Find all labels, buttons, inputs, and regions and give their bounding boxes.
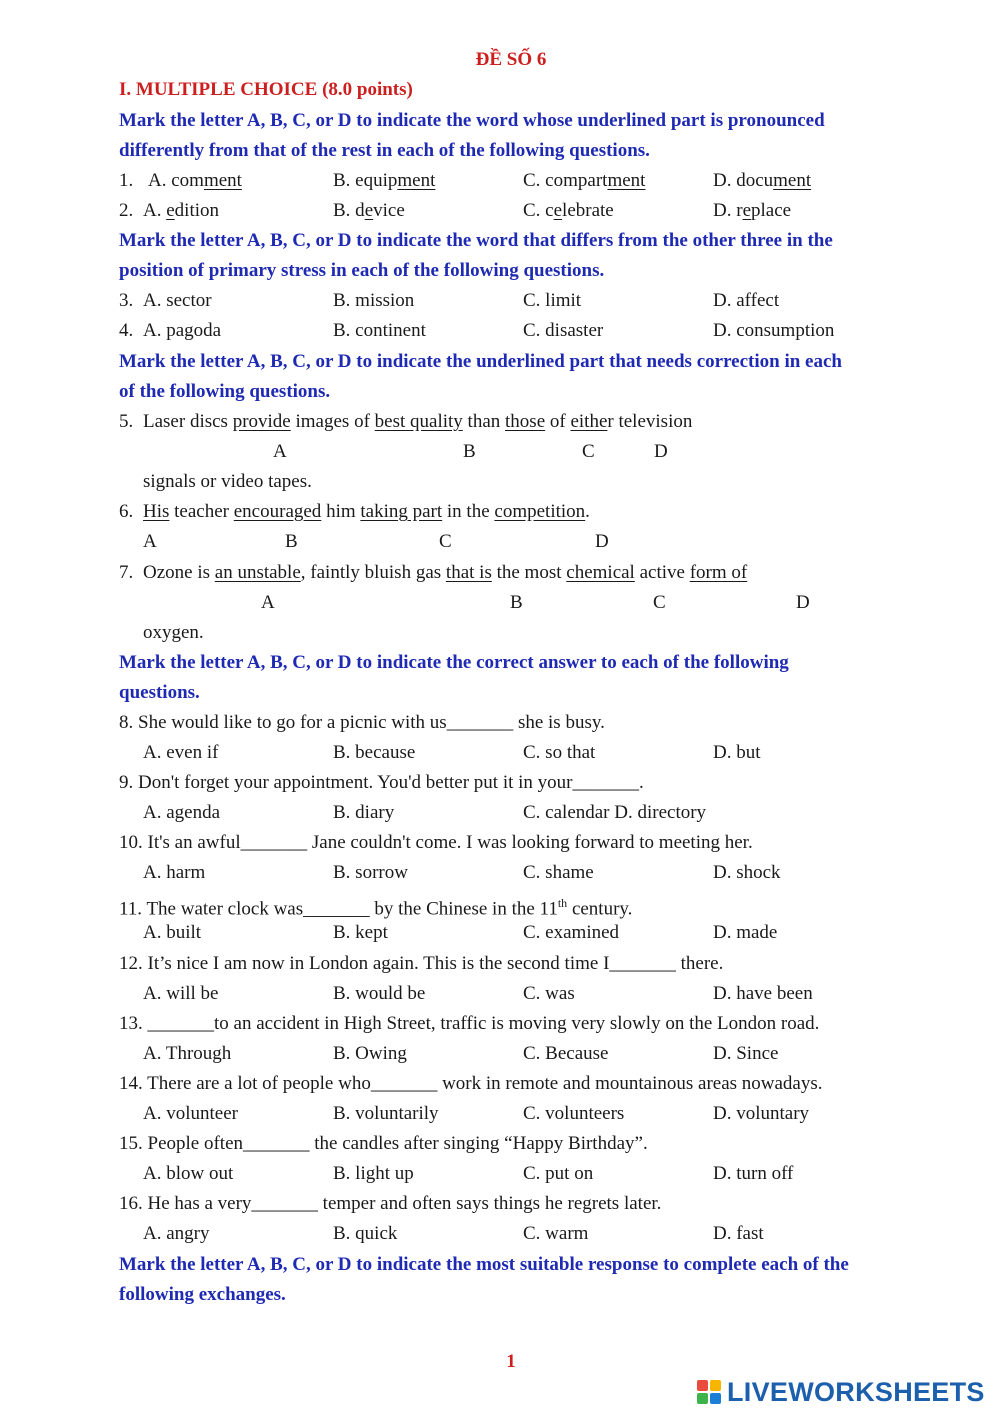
question-stem: 13. _______to an accident in High Street, traffic is moving very slowly on the London road.	[119, 1013, 820, 1034]
page-number: 1	[506, 1351, 516, 1372]
option-c[interactable]: C. put on	[523, 1163, 594, 1184]
option-c[interactable]: C. examined	[523, 922, 620, 943]
underlined-part-c[interactable]: chemical	[566, 562, 635, 583]
option-d[interactable]: D. consumption	[713, 320, 835, 341]
underlined-part-a[interactable]: an unstable	[214, 562, 301, 583]
option-a[interactable]: A. volunteer	[143, 1103, 238, 1124]
option-d[interactable]: D. document	[713, 170, 812, 191]
option-b[interactable]: B. equipment	[333, 170, 436, 191]
answer-letter-c: C	[582, 441, 595, 462]
option-c[interactable]: C. disaster	[523, 320, 604, 341]
option-c[interactable]: C. compartment	[523, 170, 646, 191]
underlined-part: ment	[773, 170, 812, 191]
answer-letter-b: B	[285, 531, 298, 552]
answer-letter-b: B	[463, 441, 476, 462]
option-a[interactable]: A. edition	[143, 200, 220, 221]
underlined-part-b[interactable]: best quality	[374, 411, 463, 432]
option-b[interactable]: B. continent	[333, 320, 426, 341]
underlined-part-d[interactable]: eithe	[570, 411, 608, 432]
option-b[interactable]: B. device	[333, 200, 405, 221]
answer-letter-a: A	[273, 441, 287, 462]
option-c[interactable]: C. shame	[523, 862, 594, 883]
underlined-part-a[interactable]: provide	[232, 411, 291, 432]
option-a[interactable]: A. will be	[143, 983, 219, 1004]
question-stem: 9. Don't forget your appointment. You'd better put it in your_______.	[119, 772, 644, 793]
option-c[interactable]: C. was	[523, 983, 575, 1004]
underlined-part-c[interactable]: taking part	[360, 501, 443, 522]
instruction-correction-line2: of the following questions.	[119, 381, 331, 402]
option-d[interactable]: D. replace	[713, 200, 792, 221]
option-a[interactable]: A. Through	[143, 1043, 232, 1064]
logo-square-2	[710, 1380, 721, 1391]
answer-letter-c: C	[439, 531, 452, 552]
question-sentence: His teacher encouraged him taking part in the competition.	[143, 501, 590, 522]
underlined-part-b[interactable]: that is	[445, 562, 492, 583]
instruction-correction-line1: Mark the letter A, B, C, or D to indicate the underlined part that needs correction in each	[119, 351, 842, 372]
page-title: ĐỀ SỐ 6	[475, 49, 547, 70]
option-d[interactable]: D. voluntary	[713, 1103, 810, 1124]
instruction-response-line1: Mark the letter A, B, C, or D to indicate the most suitable response to complete each of the	[119, 1254, 849, 1275]
option-c[interactable]: C. volunteers	[523, 1103, 625, 1124]
instruction-correct-answer-line1: Mark the letter A, B, C, or D to indicate the correct answer to each of the following	[119, 652, 789, 673]
question-stem: 15. People often_______ the candles after singing “Happy Birthday”.	[119, 1133, 648, 1154]
question-sentence: Laser discs provide images of best quality than those of either television	[143, 411, 693, 432]
option-c-d[interactable]: C. calendar D. directory	[523, 802, 707, 823]
question-stem: 8. She would like to go for a picnic with us_______ she is busy.	[119, 712, 605, 733]
option-c[interactable]: C. Because	[523, 1043, 609, 1064]
option-d[interactable]: D. turn off	[713, 1163, 794, 1184]
option-b[interactable]: B. Owing	[333, 1043, 407, 1064]
option-d[interactable]: D. fast	[713, 1223, 764, 1244]
option-d[interactable]: D. shock	[713, 862, 781, 883]
answer-letter-a: A	[143, 531, 157, 552]
option-d[interactable]: D. have been	[713, 983, 813, 1004]
question-stem: 16. He has a very_______ temper and often says things he regrets later.	[119, 1193, 662, 1214]
answer-letter-b: B	[510, 592, 523, 613]
underlined-part-d[interactable]: competition	[494, 501, 586, 522]
logo-icon	[697, 1380, 721, 1404]
section-heading: I. MULTIPLE CHOICE (8.0 points)	[119, 79, 413, 100]
option-a[interactable]: A. comment	[148, 170, 242, 191]
logo-square-1	[697, 1380, 708, 1391]
option-d[interactable]: D. affect	[713, 290, 780, 311]
option-a[interactable]: A. built	[143, 922, 202, 943]
liveworksheets-logo	[697, 1377, 985, 1407]
logo-square-3	[697, 1393, 708, 1404]
sentence-continuation: signals or video tapes.	[143, 471, 312, 492]
instruction-correct-answer-line2: questions.	[119, 682, 200, 703]
question-number: 3.	[119, 290, 134, 311]
question-sentence: Ozone is an unstable, faintly bluish gas that is the most chemical active form of	[143, 562, 748, 583]
question-number: 7.	[119, 562, 134, 583]
option-a[interactable]: A. sector	[143, 290, 212, 311]
underlined-part: e	[742, 200, 751, 221]
underlined-part: e	[364, 200, 374, 221]
option-a[interactable]: A. pagoda	[143, 320, 222, 341]
option-b[interactable]: B. diary	[333, 802, 395, 823]
underlined-part: ment	[607, 170, 646, 191]
instruction-pronunciation-line2: differently from that of the rest in each of the following questions.	[119, 140, 650, 161]
underlined-part: e	[166, 200, 175, 221]
option-c[interactable]: C. limit	[523, 290, 582, 311]
underlined-part: e	[553, 200, 563, 221]
option-a[interactable]: A. angry	[143, 1223, 210, 1244]
option-b[interactable]: B. mission	[333, 290, 415, 311]
underlined-part-d[interactable]: form of	[689, 562, 748, 583]
underlined-part: ment	[203, 170, 242, 191]
option-b[interactable]: B. would be	[333, 983, 426, 1004]
underlined-part: ment	[397, 170, 436, 191]
option-d[interactable]: D. made	[713, 922, 778, 943]
question-number: 1.	[119, 170, 134, 191]
answer-letter-a: A	[261, 592, 275, 613]
instruction-response-line2: following exchanges.	[119, 1284, 286, 1305]
option-b[interactable]: B. light up	[333, 1163, 414, 1184]
question-stem: 12. It’s nice I am now in London again. This is the second time I_______ there.	[119, 953, 724, 974]
question-number: 2.	[119, 200, 134, 221]
option-d[interactable]: D. but	[713, 742, 761, 763]
option-b[interactable]: B. kept	[333, 922, 388, 943]
underlined-part-b[interactable]: encouraged	[233, 501, 322, 522]
answer-letter-d: D	[796, 592, 810, 613]
answer-letter-d: D	[595, 531, 609, 552]
option-a[interactable]: A. blow out	[143, 1163, 234, 1184]
option-d[interactable]: D. Since	[713, 1043, 779, 1064]
instruction-pronunciation-line1: Mark the letter A, B, C, or D to indicate the word whose underlined part is pronounced	[119, 110, 825, 131]
option-b[interactable]: B. sorrow	[333, 862, 408, 883]
underlined-part-c[interactable]: those	[505, 411, 546, 432]
answer-letter-c: C	[653, 592, 666, 613]
question-number: 5.	[119, 411, 134, 432]
option-a[interactable]: A. even if	[143, 742, 219, 763]
option-c[interactable]: C. warm	[523, 1223, 589, 1244]
instruction-stress-line2: position of primary stress in each of the following questions.	[119, 260, 605, 281]
sentence-continuation: oxygen.	[143, 622, 204, 643]
option-a[interactable]: A. harm	[143, 862, 206, 883]
question-number: 6.	[119, 501, 134, 522]
option-c[interactable]: C. celebrate	[523, 200, 614, 221]
instruction-stress-line1: Mark the letter A, B, C, or D to indicate the word that differs from the other three in the	[119, 230, 833, 251]
question-stem: 11. The water clock was_______ by the Chinese in the 11th century.	[119, 896, 633, 920]
logo-text: LIVEWORKSHEETS	[727, 1376, 985, 1407]
logo-square-4	[710, 1393, 721, 1404]
option-c[interactable]: C. so that	[523, 742, 596, 763]
option-b[interactable]: B. voluntarily	[333, 1103, 439, 1124]
option-a[interactable]: A. agenda	[143, 802, 221, 823]
answer-letter-d: D	[654, 441, 668, 462]
underlined-part-a[interactable]: His	[143, 501, 170, 522]
question-stem: 10. It's an awful_______ Jane couldn't come. I was looking forward to meeting her.	[119, 832, 753, 853]
option-b[interactable]: B. because	[333, 742, 416, 763]
question-stem: 14. There are a lot of people who_______ work in remote and mountainous areas nowadays.	[119, 1073, 823, 1094]
option-b[interactable]: B. quick	[333, 1223, 398, 1244]
question-number: 4.	[119, 320, 134, 341]
